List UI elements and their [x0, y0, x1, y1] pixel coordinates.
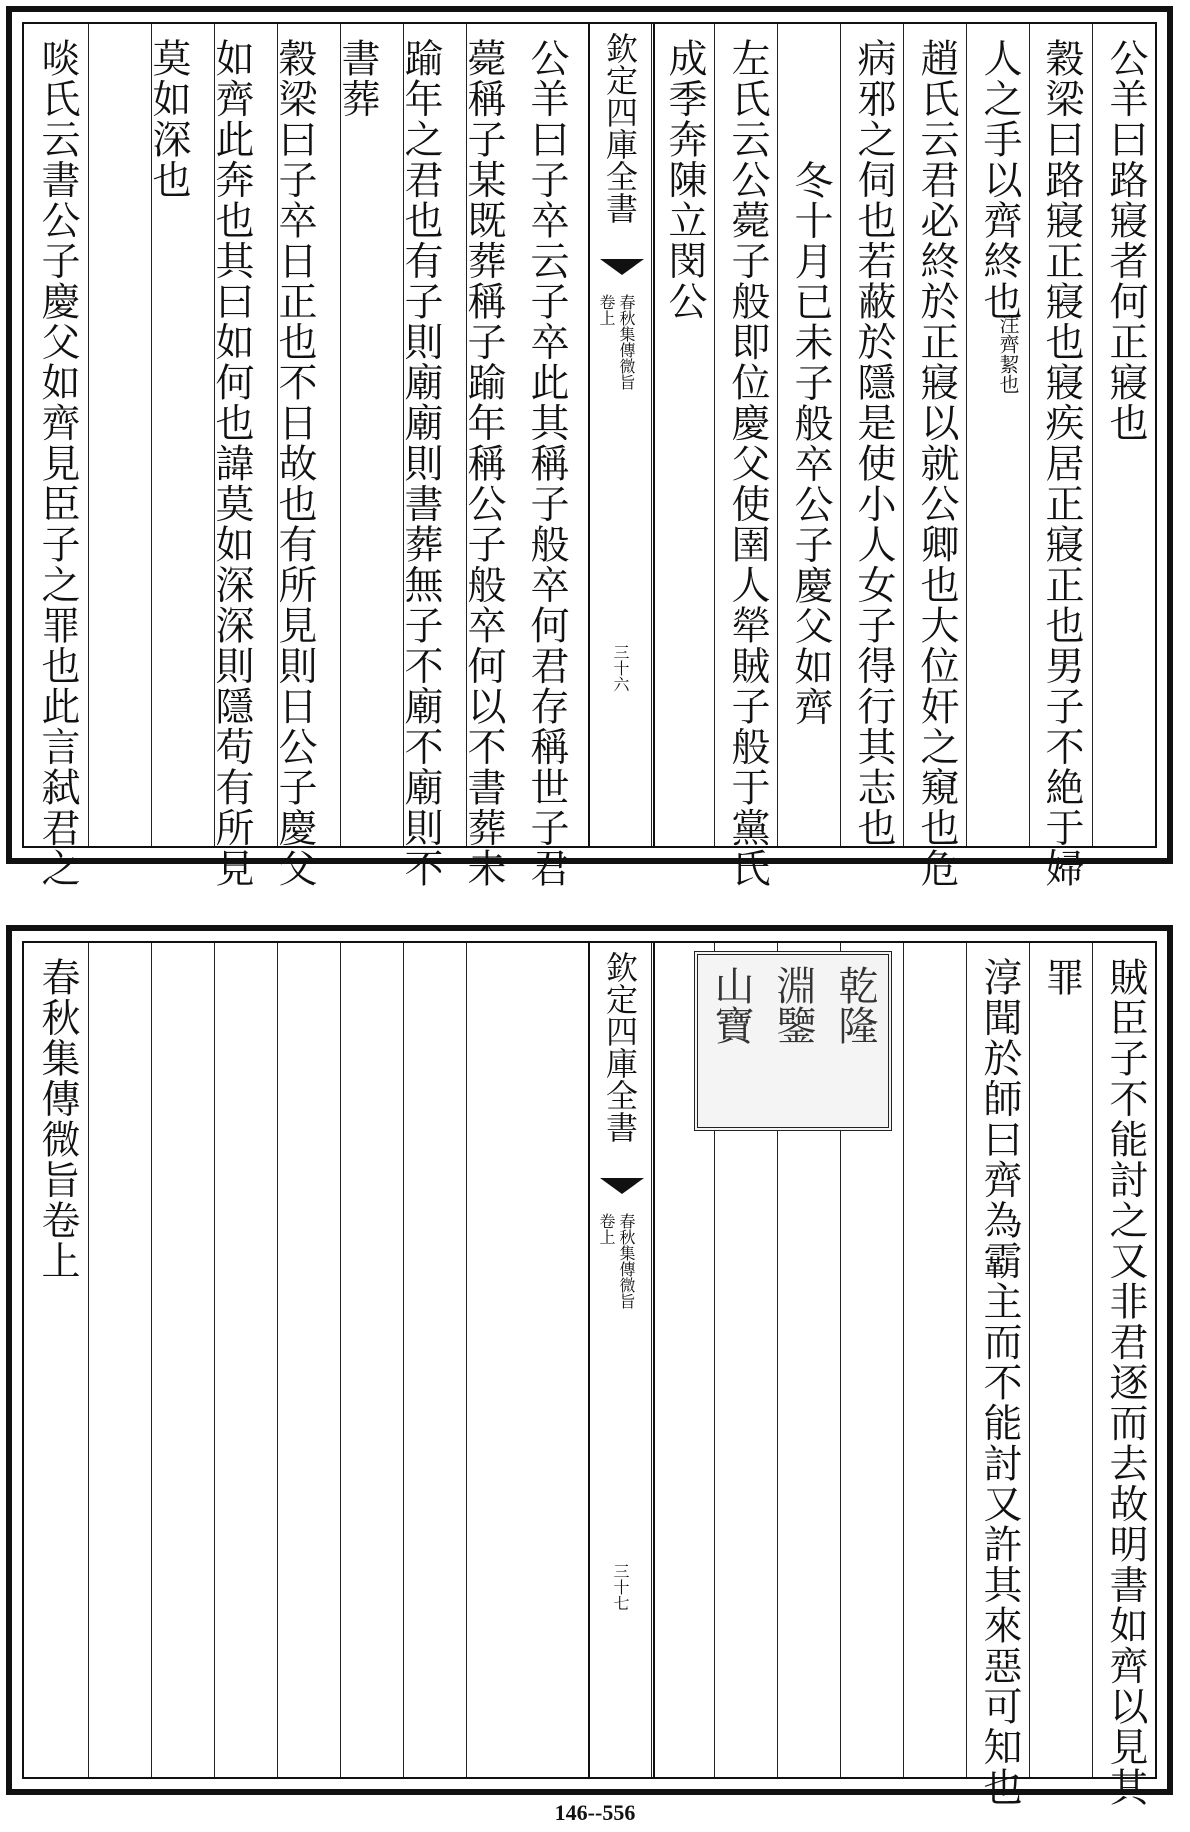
page-number: 146--556	[554, 1800, 636, 1825]
text-column: 穀梁曰路寢正寢也寢疾居正寢正也男子不絶于婦	[1039, 38, 1084, 889]
spine-book-title: 春秋集傳微旨	[617, 1213, 636, 1309]
spine-column	[588, 943, 655, 1777]
bottom-page-leaf	[6, 925, 1173, 1808]
column-rule	[1092, 943, 1093, 1777]
text-column: 穀梁曰子卒日正也不日故也有所見則日公子慶父	[272, 38, 317, 889]
column-rule	[88, 943, 89, 1777]
seal-right-column: 乾隆	[832, 965, 878, 1045]
column-rule	[1029, 24, 1030, 846]
imperial-seal	[694, 951, 892, 1131]
column-rule	[403, 943, 404, 1777]
text-column: 罪	[1039, 957, 1084, 998]
text-column: 趙氏云君必終於正寢以就公卿也大位奸之窺也危	[914, 38, 959, 889]
column-rule	[340, 24, 341, 846]
column-rule	[88, 24, 89, 846]
spine-leaf-number: 三十六	[611, 644, 630, 692]
closing-volume-title: 春秋集傳微旨卷上	[35, 957, 80, 1281]
column-rule	[777, 24, 778, 846]
text-column: 啖氏云書公子慶父如齊見臣子之罪也此言弑君之	[35, 38, 80, 889]
text-column: 淳聞於師曰齊為霸主而不能討又許其來惡可知也	[977, 957, 1022, 1808]
spine-leaf-number: 三十七	[611, 1563, 630, 1611]
column-rule	[714, 24, 715, 846]
column-rule	[1029, 943, 1030, 1777]
text-column: 如齊此奔也其曰如何也諱莫如深深則隱苟有所見	[209, 38, 254, 889]
text-column: 薨稱子某既葬稱子踰年稱公子般卒何以不書葬未	[461, 38, 506, 889]
bottom-page-frame	[22, 941, 1157, 1808]
column-rule	[151, 943, 152, 1777]
column-rule	[966, 24, 967, 846]
text-column: 左氏云公薨子般即位慶父使圉人犖賊子般于黨氏	[725, 38, 770, 889]
column-rule	[277, 943, 278, 1777]
seal-left-column: 山寶	[708, 965, 754, 1045]
spine-book-title: 春秋集傳微旨	[617, 294, 636, 390]
top-page-leaf	[6, 6, 1173, 889]
interlinear-note: 注齊絜也	[996, 314, 1020, 394]
text-column: 莫如深也	[146, 38, 191, 200]
text-column: 公羊曰路寢者何正寢也	[1103, 38, 1148, 443]
column-rule	[466, 943, 467, 1777]
column-rule	[903, 943, 904, 1777]
text-column: 書葬	[335, 38, 380, 119]
fishtail-ornament	[600, 1178, 644, 1194]
column-rule	[840, 24, 841, 846]
column-rule	[214, 943, 215, 1777]
fishtail-ornament	[600, 259, 644, 275]
spine-column	[588, 24, 655, 846]
spine-volume: 卷上	[597, 294, 616, 326]
column-rule	[966, 943, 967, 1777]
text-column: 公羊曰子卒云子卒此其稱子般卒何君存稱世子君	[524, 38, 569, 889]
text-column: 病邪之伺也若蔽於隱是使小人女子得行其志也	[851, 38, 896, 848]
text-column: 踰年之君也有子則廟廟則書葬無子不廟不廟則不	[398, 38, 443, 889]
text-column: 人之手以齊終也	[977, 38, 1022, 322]
column-rule	[340, 943, 341, 1777]
seal-middle-column: 淵鑒	[770, 965, 816, 1045]
column-rule	[1092, 24, 1093, 846]
spine-title: 欽定四庫全書	[601, 951, 639, 1143]
top-page-frame	[22, 22, 1157, 889]
spine-volume: 卷上	[597, 1213, 616, 1245]
spine-title: 欽定四庫全書	[601, 32, 639, 224]
text-column: 賊臣子不能討之又非君逐而去故明書如齊以見其	[1103, 957, 1148, 1808]
text-column: 冬十月已未子般卒公子慶父如齊	[788, 160, 833, 727]
text-column: 成季奔陳立閔公	[662, 38, 707, 322]
column-rule	[903, 24, 904, 846]
